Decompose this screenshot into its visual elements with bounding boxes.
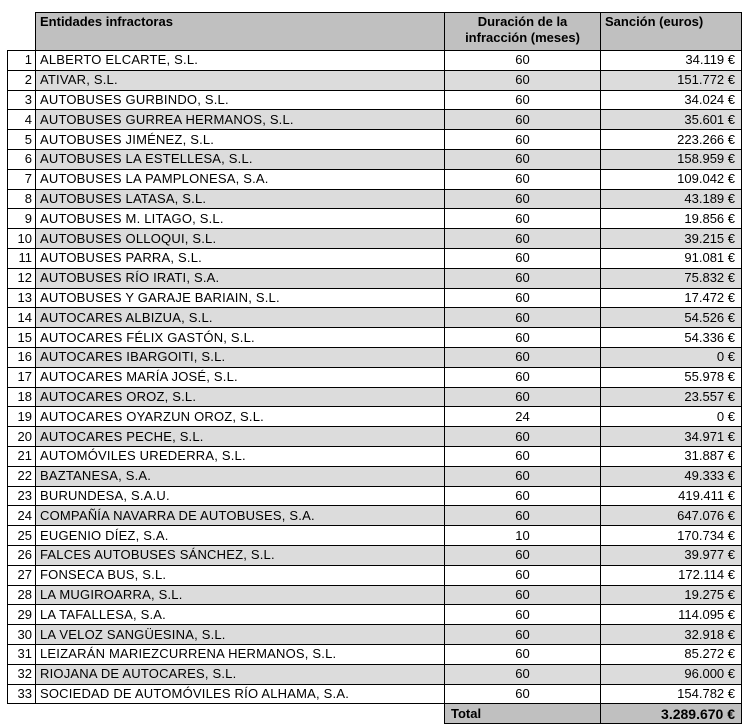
table-row xyxy=(8,446,742,466)
sanction-value: 114.095 € xyxy=(601,605,742,625)
sanction-value: 0 € xyxy=(601,347,742,367)
table-row xyxy=(8,347,742,367)
table-row xyxy=(8,110,742,130)
row-number: 27 xyxy=(8,565,36,585)
table-row xyxy=(8,565,742,585)
table-body xyxy=(8,51,742,704)
duration-value: 60 xyxy=(445,328,601,348)
row-number: 6 xyxy=(8,149,36,169)
table-row xyxy=(8,684,742,704)
duration-value: 60 xyxy=(445,664,601,684)
row-number: 7 xyxy=(8,169,36,189)
duration-value: 10 xyxy=(445,526,601,546)
duration-value: 60 xyxy=(445,625,601,645)
row-number: 28 xyxy=(8,585,36,605)
table-row xyxy=(8,130,742,150)
duration-value: 60 xyxy=(445,288,601,308)
row-number: 19 xyxy=(8,407,36,427)
row-number: 13 xyxy=(8,288,36,308)
row-number: 14 xyxy=(8,308,36,328)
entity-name: AUTOCARES MARÍA JOSÉ, S.L. xyxy=(36,367,445,387)
table-row xyxy=(8,328,742,348)
sanction-value: 54.526 € xyxy=(601,308,742,328)
row-number: 24 xyxy=(8,506,36,526)
table-row xyxy=(8,308,742,328)
header-row xyxy=(8,13,742,51)
duration-value: 60 xyxy=(445,70,601,90)
duration-value: 60 xyxy=(445,545,601,565)
table-row xyxy=(8,427,742,447)
table-row xyxy=(8,407,742,427)
duration-value: 60 xyxy=(445,684,601,704)
row-number: 18 xyxy=(8,387,36,407)
sanction-value: 154.782 € xyxy=(601,684,742,704)
duration-value: 60 xyxy=(445,308,601,328)
sanction-value: 85.272 € xyxy=(601,644,742,664)
duration-value: 60 xyxy=(445,387,601,407)
sanction-value: 35.601 € xyxy=(601,110,742,130)
duration-value: 60 xyxy=(445,446,601,466)
entity-name: BAZTANESA, S.A. xyxy=(36,466,445,486)
duration-value: 60 xyxy=(445,605,601,625)
duration-value: 60 xyxy=(445,585,601,605)
row-number: 12 xyxy=(8,268,36,288)
total-spacer xyxy=(36,704,445,724)
entity-name: AUTOBUSES M. LITAGO, S.L. xyxy=(36,209,445,229)
sanction-value: 172.114 € xyxy=(601,565,742,585)
duration-value: 60 xyxy=(445,209,601,229)
duration-value: 24 xyxy=(445,407,601,427)
sanction-value: 647.076 € xyxy=(601,506,742,526)
entity-name: LA VELOZ SANGÜESINA, S.L. xyxy=(36,625,445,645)
total-spacer xyxy=(8,704,36,724)
table-row xyxy=(8,387,742,407)
entity-name: LEIZARÁN MARIEZCURRENA HERMANOS, S.L. xyxy=(36,644,445,664)
row-number: 11 xyxy=(8,248,36,268)
table-row xyxy=(8,466,742,486)
sanction-value: 32.918 € xyxy=(601,625,742,645)
duration-value: 60 xyxy=(445,248,601,268)
sanction-value: 55.978 € xyxy=(601,367,742,387)
row-number: 5 xyxy=(8,130,36,150)
duration-value: 60 xyxy=(445,506,601,526)
row-number: 29 xyxy=(8,605,36,625)
entity-name: EUGENIO DÍEZ, S.A. xyxy=(36,526,445,546)
row-number: 4 xyxy=(8,110,36,130)
duration-value: 60 xyxy=(445,427,601,447)
table-row xyxy=(8,70,742,90)
entity-name: SOCIEDAD DE AUTOMÓVILES RÍO ALHAMA, S.A. xyxy=(36,684,445,704)
entity-name: ATIVAR, S.L. xyxy=(36,70,445,90)
table-row xyxy=(8,545,742,565)
entity-name: AUTOMÓVILES UREDERRA, S.L. xyxy=(36,446,445,466)
entity-name: AUTOBUSES PARRA, S.L. xyxy=(36,248,445,268)
table-row xyxy=(8,486,742,506)
sanction-value: 54.336 € xyxy=(601,328,742,348)
sanction-value: 31.887 € xyxy=(601,446,742,466)
header-corner xyxy=(8,13,36,51)
duration-value: 60 xyxy=(445,268,601,288)
entity-name: AUTOBUSES OLLOQUI, S.L. xyxy=(36,229,445,249)
duration-value: 60 xyxy=(445,347,601,367)
duration-value: 60 xyxy=(445,90,601,110)
row-number: 15 xyxy=(8,328,36,348)
entity-name: AUTOCARES PECHE, S.L. xyxy=(36,427,445,447)
sanction-value: 419.411 € xyxy=(601,486,742,506)
header-duration: Duración de la infracción (meses) xyxy=(445,13,601,51)
duration-value: 60 xyxy=(445,644,601,664)
entity-name: LA TAFALLESA, S.A. xyxy=(36,605,445,625)
row-number: 10 xyxy=(8,229,36,249)
entity-name: FALCES AUTOBUSES SÁNCHEZ, S.L. xyxy=(36,545,445,565)
sanction-value: 19.275 € xyxy=(601,585,742,605)
entity-name: AUTOCARES FÉLIX GASTÓN, S.L. xyxy=(36,328,445,348)
row-number: 32 xyxy=(8,664,36,684)
sanction-value: 17.472 € xyxy=(601,288,742,308)
sanction-value: 34.971 € xyxy=(601,427,742,447)
table-row xyxy=(8,229,742,249)
header-sanction: Sanción (euros) xyxy=(601,13,742,51)
header-entities: Entidades infractoras xyxy=(36,13,445,51)
row-number: 2 xyxy=(8,70,36,90)
entity-name: AUTOCARES IBARGOITI, S.L. xyxy=(36,347,445,367)
entity-name: AUTOCARES ALBIZUA, S.L. xyxy=(36,308,445,328)
duration-value: 60 xyxy=(445,466,601,486)
table-row xyxy=(8,526,742,546)
entity-name: COMPAÑÍA NAVARRA DE AUTOBUSES, S.A. xyxy=(36,506,445,526)
row-number: 30 xyxy=(8,625,36,645)
row-number: 20 xyxy=(8,427,36,447)
duration-value: 60 xyxy=(445,130,601,150)
row-number: 31 xyxy=(8,644,36,664)
entity-name: LA MUGIROARRA, S.L. xyxy=(36,585,445,605)
entity-name: AUTOBUSES LATASA, S.L. xyxy=(36,189,445,209)
sanction-value: 19.856 € xyxy=(601,209,742,229)
row-number: 3 xyxy=(8,90,36,110)
sanctions-table xyxy=(7,12,742,724)
sanction-value: 158.959 € xyxy=(601,149,742,169)
entity-name: BURUNDESA, S.A.U. xyxy=(36,486,445,506)
table-row xyxy=(8,169,742,189)
sanction-value: 23.557 € xyxy=(601,387,742,407)
table-row xyxy=(8,585,742,605)
row-number: 1 xyxy=(8,51,36,71)
sanction-value: 0 € xyxy=(601,407,742,427)
sanction-value: 34.024 € xyxy=(601,90,742,110)
entity-name: AUTOBUSES GURREA HERMANOS, S.L. xyxy=(36,110,445,130)
sanction-value: 39.215 € xyxy=(601,229,742,249)
row-number: 26 xyxy=(8,545,36,565)
table-row xyxy=(8,189,742,209)
entity-name: FONSECA BUS, S.L. xyxy=(36,565,445,585)
sanction-value: 34.119 € xyxy=(601,51,742,71)
table-row xyxy=(8,90,742,110)
sanction-value: 170.734 € xyxy=(601,526,742,546)
sanction-value: 75.832 € xyxy=(601,268,742,288)
row-number: 22 xyxy=(8,466,36,486)
row-number: 8 xyxy=(8,189,36,209)
entity-name: RIOJANA DE AUTOCARES, S.L. xyxy=(36,664,445,684)
entity-name: AUTOCARES OROZ, S.L. xyxy=(36,387,445,407)
row-number: 21 xyxy=(8,446,36,466)
sanction-value: 91.081 € xyxy=(601,248,742,268)
table-row xyxy=(8,506,742,526)
entity-name: AUTOBUSES RÍO IRATI, S.A. xyxy=(36,268,445,288)
entity-name: ALBERTO ELCARTE, S.L. xyxy=(36,51,445,71)
duration-value: 60 xyxy=(445,51,601,71)
total-row xyxy=(8,704,742,724)
table-row xyxy=(8,664,742,684)
row-number: 23 xyxy=(8,486,36,506)
sanction-value: 151.772 € xyxy=(601,70,742,90)
total-value: 3.289.670 € xyxy=(601,704,742,724)
duration-value: 60 xyxy=(445,169,601,189)
row-number: 17 xyxy=(8,367,36,387)
duration-value: 60 xyxy=(445,565,601,585)
entity-name: AUTOCARES OYARZUN OROZ, S.L. xyxy=(36,407,445,427)
table-row xyxy=(8,605,742,625)
row-number: 9 xyxy=(8,209,36,229)
table-row xyxy=(8,268,742,288)
duration-value: 60 xyxy=(445,189,601,209)
sanction-value: 96.000 € xyxy=(601,664,742,684)
table-row xyxy=(8,288,742,308)
sanction-value: 223.266 € xyxy=(601,130,742,150)
entity-name: AUTOBUSES Y GARAJE BARIAIN, S.L. xyxy=(36,288,445,308)
sanction-value: 39.977 € xyxy=(601,545,742,565)
entity-name: AUTOBUSES LA PAMPLONESA, S.A. xyxy=(36,169,445,189)
duration-value: 60 xyxy=(445,110,601,130)
sanction-value: 43.189 € xyxy=(601,189,742,209)
entity-name: AUTOBUSES GURBINDO, S.L. xyxy=(36,90,445,110)
duration-value: 60 xyxy=(445,367,601,387)
row-number: 25 xyxy=(8,526,36,546)
table-row xyxy=(8,149,742,169)
table-row xyxy=(8,625,742,645)
table-row xyxy=(8,367,742,387)
table-row xyxy=(8,51,742,71)
entity-name: AUTOBUSES JIMÉNEZ, S.L. xyxy=(36,130,445,150)
row-number: 33 xyxy=(8,684,36,704)
entity-name: AUTOBUSES LA ESTELLESA, S.L. xyxy=(36,149,445,169)
table-row xyxy=(8,248,742,268)
sanction-value: 49.333 € xyxy=(601,466,742,486)
duration-value: 60 xyxy=(445,149,601,169)
duration-value: 60 xyxy=(445,486,601,506)
table-row xyxy=(8,209,742,229)
total-label: Total xyxy=(445,704,601,724)
table-row xyxy=(8,644,742,664)
row-number: 16 xyxy=(8,347,36,367)
sanction-value: 109.042 € xyxy=(601,169,742,189)
duration-value: 60 xyxy=(445,229,601,249)
